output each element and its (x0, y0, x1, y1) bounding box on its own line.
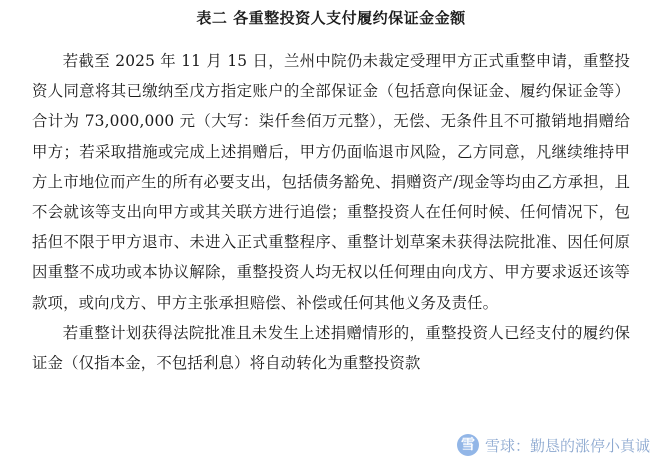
watermark-text: 雪球：勤恳的涨停小真诚 (484, 436, 650, 455)
paragraph-conversion-clause: 若重整计划获得法院批准且未发生上述捐赠情形的，重整投资人已经支付的履约保证金（仅指本金，不包括利息）将自动转化为重整投资款 (32, 323, 630, 373)
watermark (457, 434, 650, 456)
table-title: 表二 各重整投资人支付履约保证金金额 (196, 9, 466, 27)
paragraph-donation-clause: 若截至 2025 年 11 月 15 日，兰州中院仍未裁定受理甲方正式重整申请，重整投资人同意将其已缴纳至戊方指定账户的全部保证金（包括意向保证金、履约保证金等）合计为 73,000,000 元（大写：柒仟叁佰万元整），无偿、无条件且不可撤销地捐赠给甲方；若采取措施或完成上述捐赠后，甲方仍面临退市风险，乙方同意，凡继续维持甲方上市地位而产生的所有必要支出，包括债务豁免、捐赠资产/现金等均由乙方承担，且不会就该等支出向甲方或其关联方进行追偿；重整投资人在任何时候、任何情况下，包括但不限于甲方退市、未进入正式重整程序、重整计划草案未获得法院批准、因任何原因重整不成功或本协议解除，重整投资人均无权以任何理由向戊方、甲方要求返还该等款项，或向戊方、甲方主张承担赔偿、补偿或任何其他义务及责任。 (32, 52, 630, 312)
snowball-logo-icon: 雪 (457, 434, 479, 456)
